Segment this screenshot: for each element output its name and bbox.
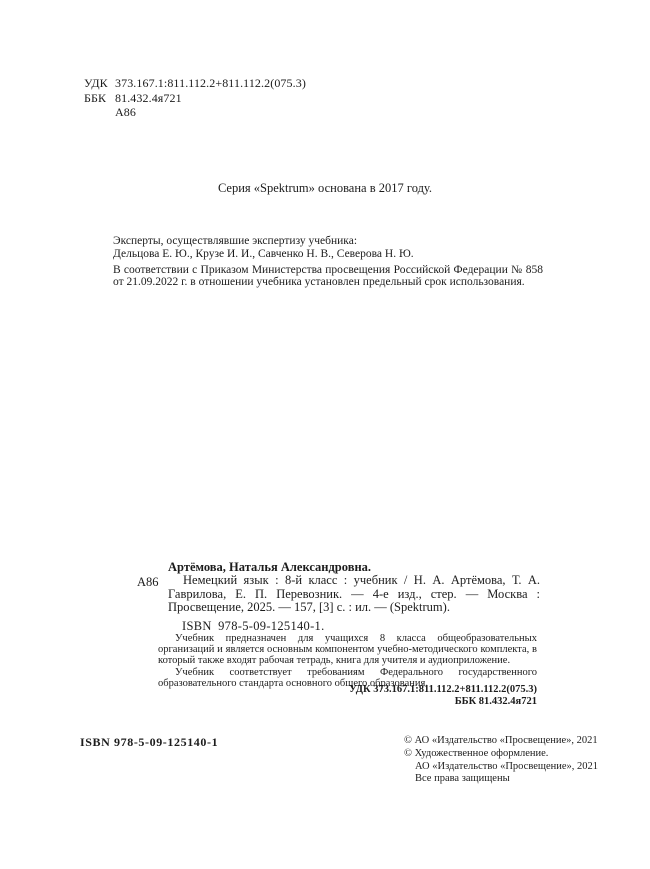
author-sign: А86 xyxy=(137,575,159,589)
annotation-paragraph-2: Учебник соответствует требованиям Федерального государственного образовательного стандарта основного общего образования. xyxy=(158,666,537,689)
bbk-label: ББК xyxy=(84,90,107,105)
bbk-value: 81.432.4я721 xyxy=(115,90,182,105)
udk-label: УДК xyxy=(84,76,108,90)
footer-isbn: ISBN 978-5-09-125140-1 xyxy=(80,735,219,749)
copyright-block xyxy=(404,735,598,786)
experts-heading: Эксперты, осуществлявшие экспертизу учебника: xyxy=(113,235,358,247)
bbk-row xyxy=(84,91,306,106)
udk-row xyxy=(84,76,306,91)
annotation-paragraph-1: Учебник предназначен для учащихся 8 класса общеобразовательных организаций и является основным компонентом учебно-методического комплекта, в который также входят рабочая тетрадь, книга для учителя и аудиоприложение. xyxy=(158,633,537,667)
copyright-line-design-publisher: АО «Издательство «Просвещение», 2021 xyxy=(415,760,599,772)
author-sign-row xyxy=(84,105,306,120)
copyright-line-rights: Все права защищены xyxy=(415,773,510,785)
annotation-block xyxy=(158,633,537,689)
catalog-entry xyxy=(137,561,540,633)
copyright-line-design: © Художественное оформление. xyxy=(404,747,549,759)
experts-names: Дельцова Е. Ю., Крузе И. И., Савченко Н. В., Северова Н. Ю. xyxy=(113,247,414,260)
isbn-line: ISBN 978-5-09-125140-1. xyxy=(182,618,325,633)
author-heading: Артёмова, Наталья Александровна. xyxy=(168,560,372,574)
bbk-line-bold: ББК 81.432.4я721 xyxy=(454,695,537,707)
experts-block xyxy=(113,235,543,289)
udk-line-bold: УДК 373.167.1:811.112.2+811.112.2(075.3) xyxy=(349,684,537,695)
series-note: Серия «Spektrum» основана в 2017 году. xyxy=(217,181,433,195)
cataloguing-codes-bottom xyxy=(349,684,537,708)
udk-value: 373.167.1:811.112.2+811.112.2(075.3) xyxy=(115,76,306,90)
ministry-order-note: В соответствии с Приказом Министерства просвещения Российской Федерации № 858 от 21.09.2022 г. в отношении учебника установлен предельный срок использования. xyxy=(113,263,543,289)
author-sign-top: А86 xyxy=(115,105,136,119)
cataloguing-codes-top xyxy=(84,76,306,120)
copyright-line-publisher: © АО «Издательство «Просвещение», 2021 xyxy=(404,735,598,746)
bibliographic-description: Немецкий язык : 8-й класс : учебник / Н. А. Артёмова, Т. А. Гаврилова, Е. П. Перевозник. — 4-е изд., стер. — Москва : Просвещение, 2025. — 157, [3] с. : ил. — (Spektrum). xyxy=(168,573,540,615)
